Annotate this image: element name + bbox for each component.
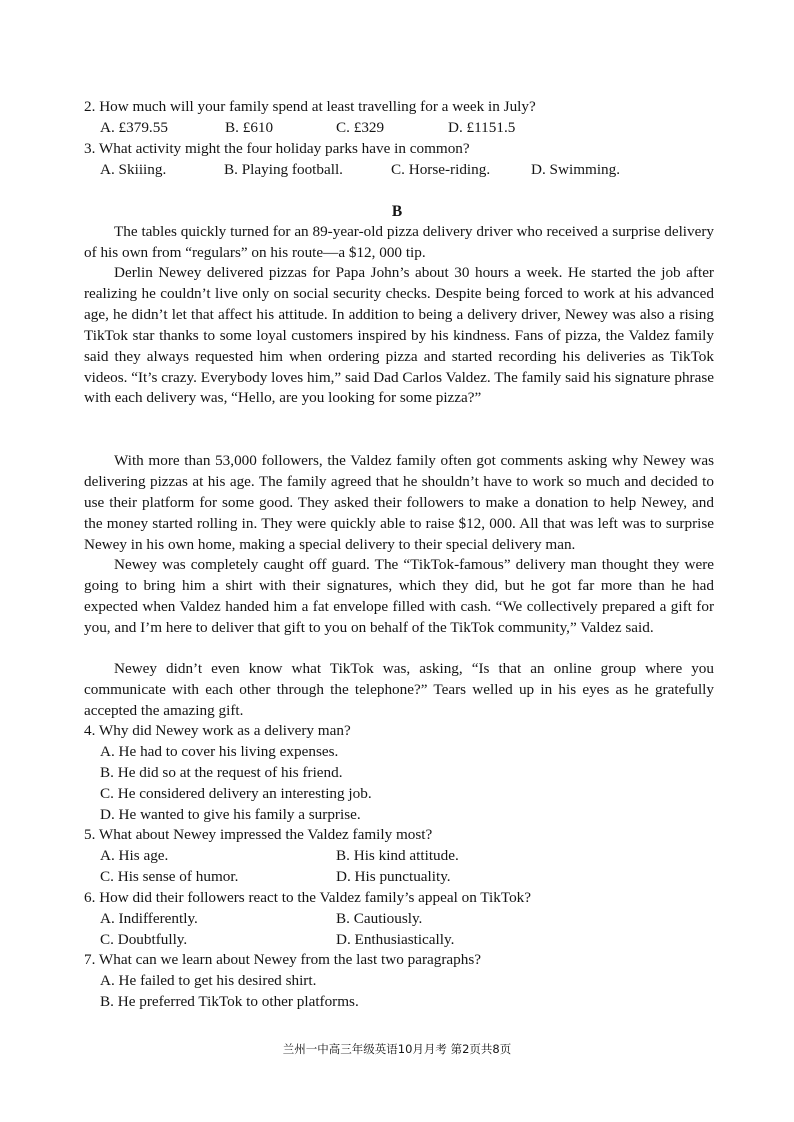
question-5-stem: 5. What about Newey impressed the Valdez family most?: [84, 826, 433, 843]
q4-option-c: C. He considered delivery an interesting job.: [100, 785, 372, 802]
passage-paragraph-1: The tables quickly turned for an 89-year-old pizza delivery driver who received a surprise delivery of his own from “regulars” on his route—a $12, 000 tip.: [84, 223, 714, 261]
section-b-heading: B: [391, 203, 403, 220]
question-3-stem: 3. What activity might the four holiday parks have in common?: [84, 140, 470, 157]
q3-option-d: D. Swimming.: [531, 161, 621, 178]
q2-option-c: C. £329: [336, 119, 385, 136]
question-7-stem: 7. What can we learn about Newey from the last two paragraphs?: [84, 951, 481, 968]
page-footer: 兰州一中高三年级英语10月月考 第2页共8页: [282, 1042, 512, 1056]
q3-option-b: B. Playing football.: [224, 161, 343, 178]
q7-option-b: B. He preferred TikTok to other platforms.: [100, 993, 359, 1010]
q6-option-d: D. Enthusiastically.: [336, 931, 455, 948]
q6-option-a: A. Indifferently.: [100, 910, 198, 927]
q7-option-a: A. He failed to get his desired shirt.: [100, 972, 317, 989]
question-2-stem: 2. How much will your family spend at least travelling for a week in July?: [84, 98, 536, 115]
q4-option-a: A. He had to cover his living expenses.: [100, 743, 339, 760]
q5-option-a: A. His age.: [100, 847, 169, 864]
passage-paragraph-3: With more than 53,000 followers, the Valdez family often got comments asking why Newey was delivering pizzas at his age. The family agreed that he shouldn’t have to work so much and decided to use their platform for some good. They asked their followers to make a donation to help Newey, and the money started rolling in. They were quickly able to raise $12, 000. All that was left was to surprise Newey in his own home, making a special delivery to their special delivery man.: [84, 452, 714, 553]
q6-option-c: C. Doubtfully.: [100, 931, 188, 948]
q4-option-b: B. He did so at the request of his friend.: [100, 764, 343, 781]
passage-paragraph-5: Newey didn’t even know what TikTok was, asking, “Is that an online group where you communicate with each other through the telephone?” Tears welled up in his eyes as he gratefully accepted the amazing gift.: [84, 660, 714, 719]
q3-option-c: C. Horse-riding.: [391, 161, 491, 178]
question-4-stem: 4. Why did Newey work as a delivery man?: [84, 722, 351, 739]
q5-option-d: D. His punctuality.: [336, 868, 451, 885]
q6-option-b: B. Cautiously.: [336, 910, 423, 927]
passage-paragraph-2: Derlin Newey delivered pizzas for Papa John’s about 30 hours a week. He started the job after realizing he couldn’t live only on social security checks. Despite being forced to work at his advanced age, he didn’t let that affect his attitude. In addition to being a delivery driver, Newey was also a rising TikTok star thanks to some loyal customers inspired by his kindness. Fans of pizza, the Valdez family said they always requested him when ordering pizza and started recording his deliveries as TikTok videos. “It’s crazy. Everybody loves him,” said Dad Carlos Valdez. The family said his signature phrase with each delivery was, “Hello, are you looking for some pizza?”: [84, 264, 714, 407]
q2-option-b: B. £610: [225, 119, 274, 136]
q2-option-a: A. £379.55: [100, 119, 168, 136]
q5-option-b: B. His kind attitude.: [336, 847, 459, 864]
question-6-stem: 6. How did their followers react to the Valdez family’s appeal on TikTok?: [84, 889, 532, 906]
passage-paragraph-4: Newey was completely caught off guard. The “TikTok-famous” delivery man thought they were going to bring him a shirt with their signatures, which they did, but he got far more than he had expected when Valdez handed him a fat envelope filled with cash. “We collectively prepared a gift for you, and I’m here to deliver that gift to you on behalf of the TikTok community,” Valdez said.: [84, 556, 714, 636]
q5-option-c: C. His sense of humor.: [100, 868, 239, 885]
q3-option-a: A. Skiiing.: [100, 161, 167, 178]
q2-option-d: D. £1151.5: [448, 119, 516, 136]
q4-option-d: D. He wanted to give his family a surprise.: [100, 806, 361, 823]
